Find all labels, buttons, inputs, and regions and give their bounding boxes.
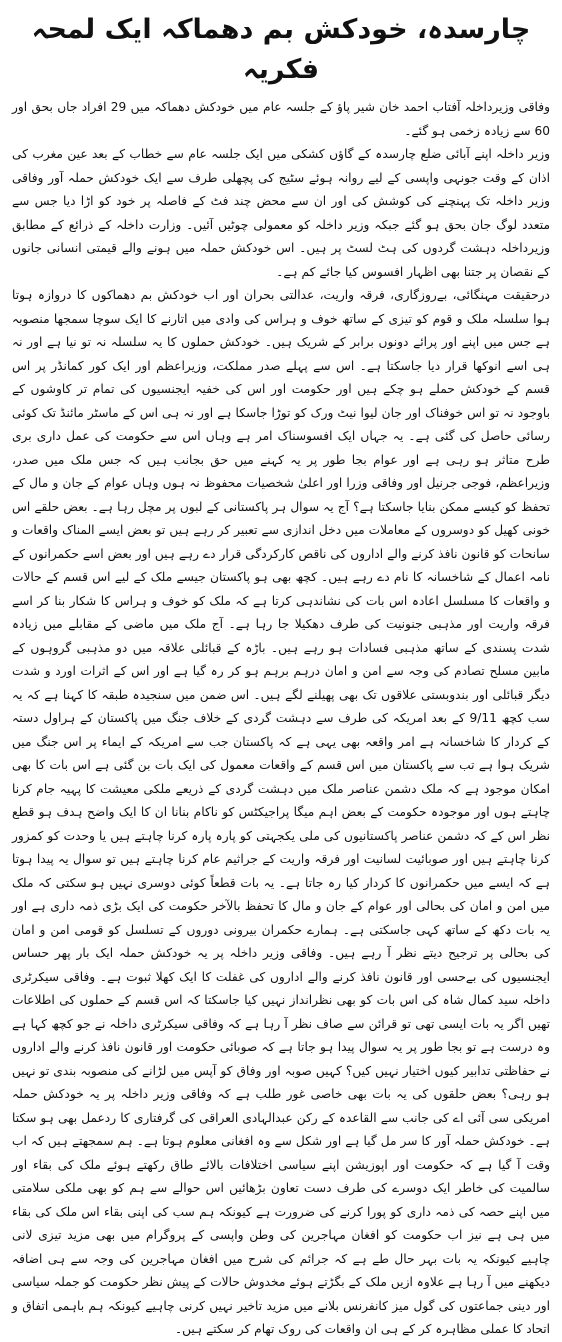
article-paragraph: درحقیقت مہنگائی، بےروزگاری، فرقہ واریت، عدالتی بحران اور اب خودکش بم دھماکوں کا دروازہ ہوتا ہوا سلسلہ ملک و قوم کو تیزی کے ساتھ خوف و ہراس کی وادی میں اتارنے کا ایک سوچا سمجھا منصوبہ ہے جس میں اپنے اور پرائے دونوں برابر کے شریک ہیں۔ خودکش حملوں کا یہ سلسلہ نہ تو نیا ہے اور نہ ہی اسے انوکھا قرار دیا جاسکتا ہے۔ اس سے پہلے صدر مملکت، وزیراعظم اور ایک کور کمانڈر پر اس قسم کے خودکش حملے ہو چکے ہیں اور حکومت اور اس کی خفیہ ایجنسیوں کی تمام تر کاوشوں کے باوجود نہ تو اس خوفناک اور جان لیوا نیٹ ورک کو توڑا جاسکا ہے اور نہ ہی اس کے ماسٹر مائنڈ تک کوئی رسائی حاصل کی گئی ہے۔ یہ جہاں ایک افسوسناک امر ہے وہاں اس سے حکومت کی عمل داری بری طرح متاثر ہو رہی ہے اور عوام بجا طور پر یہ کہنے میں حق بجانب ہیں کہ جس ملک میں صدر، وزیراعظم، فوجی جرنیل اور وفاقی وزرا اور اعلیٰ شخصیات محفوظ نہ ہوں وہاں عوام کے جان و مال کے تحفظ کو کیسے ممکن بنایا جاسکتا ہے؟ آج یہ سوال ہر پاکستانی کے لبوں پر مچل رہا ہے۔ بعض حلقے اس خونی کھیل کو دوسروں کے معاملات میں دخل اندازی سے تعبیر کر رہے ہیں تو بعض ایسے المناک واقعات و سانحات کو قانون نافذ کرنے والے اداروں کی ناقص کارکردگی قرار دے رہے ہیں اور بعض اسے حکمرانوں کے نامہ اعمال کے شاخسانہ کا نام دے رہے ہیں۔ کچھ بھی ہو پاکستان جیسے ملک کے لیے اس قسم کے حالات و واقعات کا مسلسل اعادہ اس بات کی نشاندہی کرتا ہے کہ ملک کو خوف و ہراس کا شکار بنا کر اسے فرقہ واریت اور مذہبی جنونیت کی طرف دھکیلا جا رہا ہے۔ آج ملک میں ماضی کے مقابلے میں زیادہ شدت پسندی کے ساتھ مذہبی فسادات ہو رہے ہیں۔ باڑہ کے قبائلی علاقہ میں دو مذہبی گروہوں کے مابین مسلح تصادم کی وجہ سے امن و امان درہم برہم ہو کر رہ گیا ہے اور اس کے اثرات اورد و شدت دیگر قبائلی اور بندوبستی علاقوں تک بھی پھیلنے لگے ہیں۔ اس ضمن میں سنجیدہ طبقہ کا کہنا ہے کہ یہ سب کچھ 9/11 کے بعد امریکہ کی طرف سے دہشت گردی کے خلاف جنگ میں پاکستان کے ہراول دستہ کے کردار کا شاخسانہ ہے امر واقعہ بھی یہی ہے کہ پاکستان جب سے امریکہ کے ایماء پر اس جنگ میں شریک ہوا ہے تب سے پاکستان میں اس قسم کے واقعات معمول کی ایک بات بن گئی ہے اس بات کا بھی امکان موجود ہے کہ ملک دشمن عناصر ملک میں دہشت گردی کے ذریعے ملکی معیشت کا پہیہ جام کرنا چاہتے ہوں اور موجودہ حکومت کے بعض اہم میگا پراجیکٹس کو ناکام بنانا ان کا ایک واضح ہدف ہو قطع نظر اس کے کہ دشمن عناصر پاکستانیوں کی ملی یکجہتی کو پارہ پارہ کرنا چاہتے ہیں یا وحدت کو کمزور کرنا چاہتے ہیں اور صوبائیت لسانیت اور فرقہ واریت کے جراثیم عام کرنا چاہتے ہیں تو سوال یہ پیدا ہوتا ہے کہ ایسے میں حکمرانوں کا کردار کیا رہ جاتا ہے۔ یہ بات قطعاً کوئی دوسری نہیں ہو سکتی کہ ملک میں امن و امان کی بحالی اور عوام کے جان و مال کا تحفظ بالآخر حکومت کی ایک بڑی ذمہ داری ہے اور یہ بات دکھ کے ساتھ کہی جاسکتی ہے۔ ہمارے حکمران بیرونی دوروں کے تسلسل کو قومی امن و امان کی بحالی پر ترجیح دیتے نظر آ رہے ہیں۔ وفاقی وزیر داخلہ پر یہ خودکش حملہ ایک بار پھر حساس ایجنسیوں کی بےحسی اور قانون نافذ کرنے والے اداروں کی غفلت کا ایک کھلا ثبوت ہے۔ وفاقی سیکرٹری داخلہ سید کمال شاہ کی اس بات کو بھی نظرانداز نہیں کیا جاسکتا کہ اس قسم کے حملوں کی اطلاعات تھیں اگر یہ بات ایسی تھی تو قرائن سے صاف نظر آ رہا ہے کہ وفاقی سیکرٹری داخلہ نے جو کچھ کہا ہے وہ درست ہے تو بجا طور پر یہ سوال پیدا ہو جاتا ہے کہ صوبائی حکومت اور قانون نافذ کرنے والے اداروں نے حفاظتی تدابیر کیوں اختیار نہیں کیں؟ کہیں صوبہ اور وفاق کو آپس میں لڑانے کی منصوبہ بندی تو نہیں ہو رہی؟ بعض حلقوں کی یہ بات بھی خاصی غور طلب ہے کہ وفاقی وزیر داخلہ پر یہ خودکش حملہ امریکی سی آئی اے کی جانب سے القاعدہ کے رکن عبدالہادی العراقی کی گرفتاری کا ردعمل بھی ہو سکتا ہے۔ خودکش حملہ آور کا سر مل گیا ہے اور شکل سے وہ افغانی معلوم ہوتا ہے۔ ہم سمجھتے ہیں کہ اب وقت آ گیا ہے کہ حکومت اور اپوزیشن اپنے سیاسی اختلافات بالائے طاق رکھتے ہوئے ملک کی بقاء اور سالمیت کی خاطر ایک دوسرے کی طرف دست تعاون بڑھائیں اس حوالے سے ہم کو بھی ملکی سلامتی میں اپنے حصہ کی ذمہ داری کو پورا کرنے کی ضرورت ہے کیونکہ ہم سب کی اپنی بقاء اس ملک کی بقاء میں ہی ہے نیز اب حکومت کو افغان مہاجرین کی وطن واپسی کے پروگرام میں بھی مزید تیزی لانی چاہیے کیونکہ یہ بات بہر حال طے ہے کہ جرائم کی شرح میں افغان مہاجرین کی وجہ سے ہی اضافہ دیکھنے میں آ رہا ہے علاوہ ازیں ملک کے بگڑتے ہوئے مخدوش حالات کے پیش نظر حکومت کو جملہ سیاسی اور دینی جماعتوں کی گول میز کانفرنس بلانے میں مزید تاخیر نہیں کرنی چاہیے کیونکہ ہم باہمی اتفاق و اتحاد کا عملی مظاہرہ کر کے ہی ان واقعات کی روک تھام کر سکتے ہیں۔ — [12, 288, 550, 1336]
article-paragraph: وزیر داخلہ اپنے آبائی ضلع چارسدہ کے گاؤں کشکی میں ایک جلسہ عام سے خطاب کے بعد عین مغرب کی اذان کے وقت جونہی واپسی کے لیے روانہ ہوئے سٹیج کی پچھلی طرف سے ایک خودکش حملہ آور وفاقی وزیر داخلہ تک پہنچنے کی کوشش کی اور ان سے محض چند فٹ کے فاصلہ پر خود کو اڑا دیا جس سے متعدد لوگ جان بحق ہو گئے جبکہ وزیر داخلہ کو معمولی چوٹیں آئیں۔ وزارت داخلہ کے ذرائع کے مطابق وزیرداخلہ دہشت گردوں کی ہٹ لسٹ پر ہیں۔ اس خودکش حملہ میں ہونے والے قیمتی انسانی جانوں کے نقصان پر جتنا بھی اظہار افسوس کیا جائے کم ہے۔ — [12, 147, 550, 279]
article-paragraph: وفاقی وزیرداخلہ آفتاب احمد خان شیر پاؤ کے جلسہ عام میں خودکش دھماکہ میں 29 افراد جاں بحق اور 60 سے زیادہ زخمی ہو گئے۔ — [12, 100, 550, 138]
article-headline: چارسدہ، خودکش بم دھماکہ ایک لمحہ فکریہ — [31, 14, 531, 85]
article-body — [12, 96, 550, 1342]
